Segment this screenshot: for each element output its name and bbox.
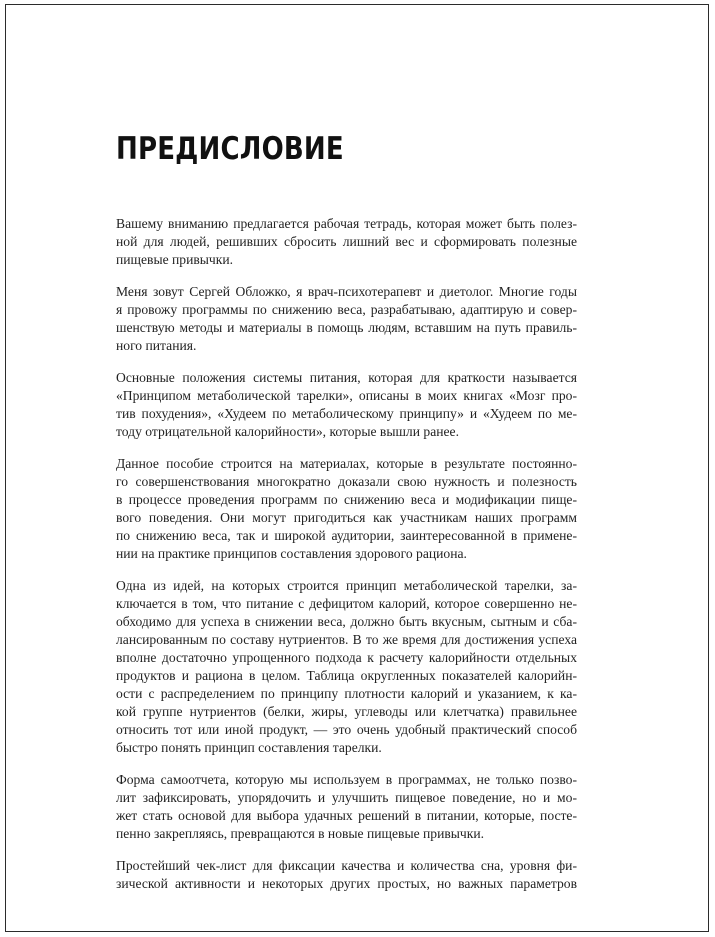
text-line: жет стать основой для выбора удачных решений в питании, которые, посте- bbox=[116, 808, 577, 823]
paragraph-3 bbox=[116, 369, 577, 441]
text-line: ного питания. bbox=[116, 338, 197, 353]
text-line: продуктов и рациона в целом. Таблица округленных показателей калорийн- bbox=[116, 668, 577, 683]
paragraph-7 bbox=[116, 857, 577, 893]
text-line: Одна из идей, на которых строится принцип метаболической тарелки, за- bbox=[116, 578, 577, 593]
text-line: Основные положения системы питания, которая для краткости называется bbox=[116, 370, 577, 385]
text-line: нии на практике принципов составления здорового рациона. bbox=[116, 546, 467, 561]
paragraph-5 bbox=[116, 577, 577, 757]
text-line: по снижению веса, так и широкой аудитории, заинтересованной в примене- bbox=[116, 528, 577, 543]
text-line: Меня зовут Сергей Обложко, я врач-психотерапевт и диетолог. Многие годы bbox=[116, 284, 577, 299]
text-line: быстро понять принцип составления тарелки. bbox=[116, 740, 382, 755]
text-line: зической активности и некоторых других простых, но важных параметров bbox=[116, 876, 577, 891]
paragraph-2 bbox=[116, 283, 577, 355]
text-line: обходимо для успеха в снижении веса, должно быть вкусным, сытным и сба- bbox=[116, 614, 577, 629]
text-line: Данное пособие строится на материалах, которые в результате постоянно- bbox=[116, 456, 577, 471]
text-line: пенно закрепляясь, превращаются в новые пищевые привычки. bbox=[116, 826, 485, 841]
text-line: тив похудения», «Худеем по метаболическому принципу» и «Худеем по ме- bbox=[116, 406, 577, 421]
paragraph-4 bbox=[116, 455, 577, 563]
text-line: относить тот или иной продукт, — это очень удобный практический способ bbox=[116, 722, 577, 737]
text-line: Форма самоотчета, которую мы используем в программах, не только позво- bbox=[116, 772, 577, 787]
text-line: «Принципом метаболической тарелки», описаны в моих книгах «Мозг про- bbox=[116, 388, 577, 403]
page-title: ПРЕДИСЛОВИЕ bbox=[116, 131, 344, 167]
text-line: Вашему вниманию предлагается рабочая тетрадь, которая может быть полез- bbox=[116, 216, 577, 231]
paragraph-6 bbox=[116, 771, 577, 843]
text-line: Простейший чек-лист для фиксации качества и количества сна, уровня фи- bbox=[116, 858, 577, 873]
text-line: го совершенствования многократно доказали свою нужность и полезность bbox=[116, 474, 577, 489]
paragraph-1 bbox=[116, 215, 577, 269]
text-line: кой группе нутриентов (белки, жиры, углеводы или клетчатка) правильнее bbox=[116, 704, 577, 719]
text-line: в процессе проведения программ по снижению веса и модификации пище- bbox=[116, 492, 577, 507]
text-line: ной для людей, решивших сбросить лишний вес и сформировать полезные bbox=[116, 234, 577, 249]
text-line: вого поведения. Они могут пригодиться как участникам наших программ bbox=[116, 510, 577, 525]
text-line: шенствую методы и материалы в помощь людям, вставшим на путь правиль- bbox=[116, 320, 577, 335]
text-line: тоду отрицательной калорийности», которые вышли ранее. bbox=[116, 424, 459, 439]
text-line: я провожу программы по снижению веса, разрабатываю, адаптирую и совер- bbox=[116, 302, 577, 317]
text-line: ости с распределением по принципу плотности калорий и указанием, к ка- bbox=[116, 686, 577, 701]
text-line: лансированным по составу нутриентов. В то же время для достижения успеха bbox=[116, 632, 577, 647]
text-line: вполне достаточно упрощенного подхода к расчету калорийности отдельных bbox=[116, 650, 577, 665]
text-line: лит зафиксировать, упорядочить и улучшить пищевое поведение, но и мо- bbox=[116, 790, 577, 805]
text-line: ключается в том, что питание с дефицитом калорий, которое совершенно не- bbox=[116, 596, 577, 611]
text-line: пищевые привычки. bbox=[116, 252, 234, 267]
body-text bbox=[116, 215, 577, 907]
